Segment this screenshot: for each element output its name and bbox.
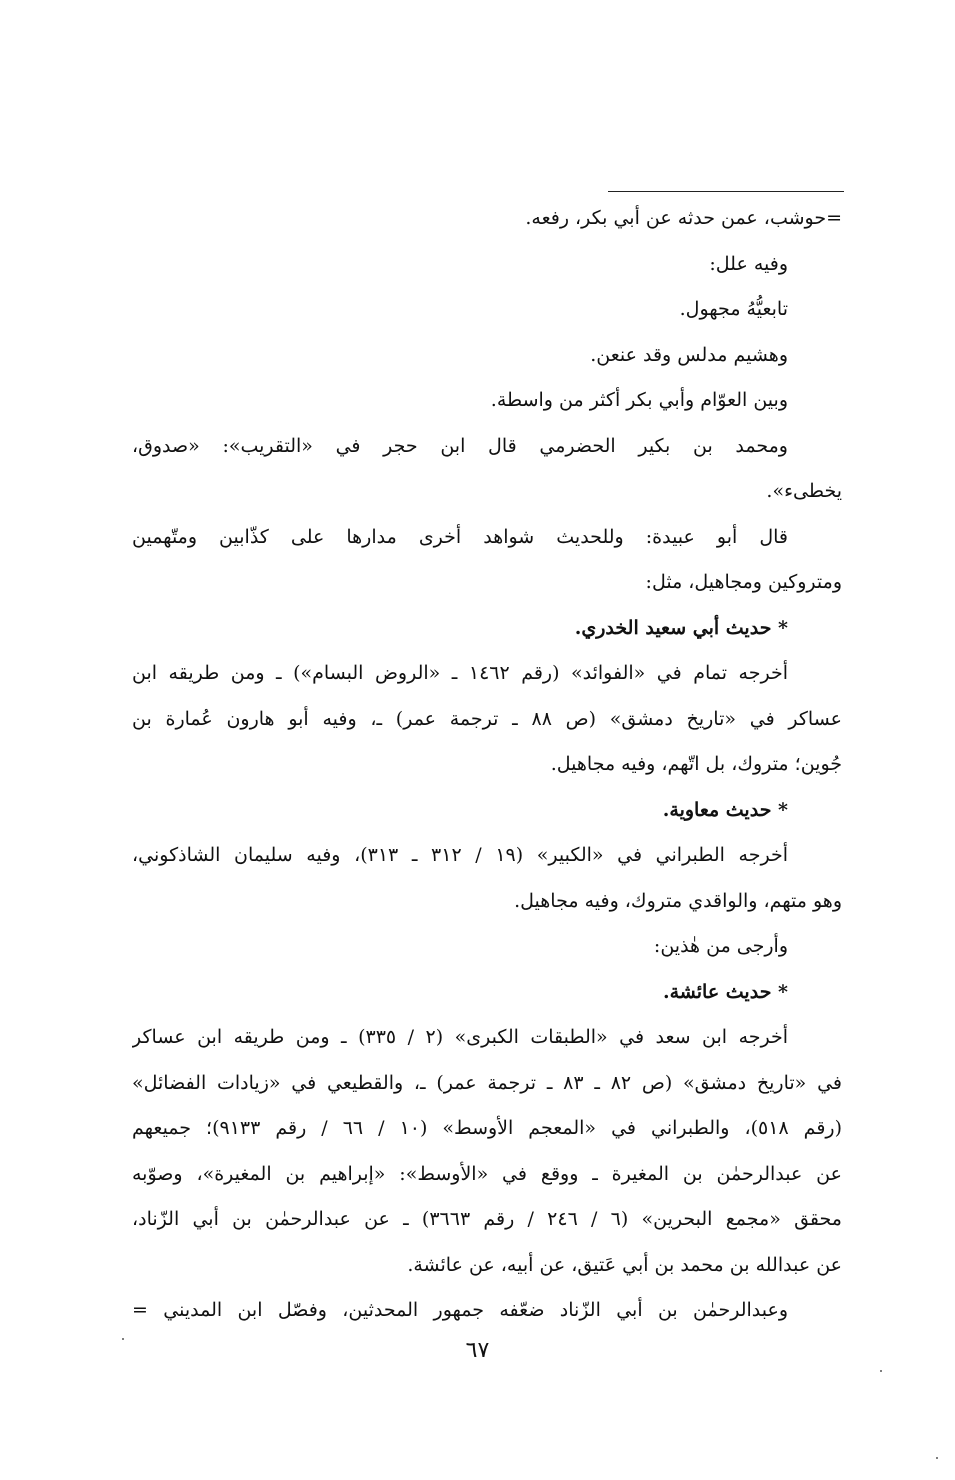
section-heading: * حديث معاوية. <box>662 798 788 821</box>
text-line: =حوشب، عمن حدثه عن أبي بكر، رفعه. <box>525 207 842 229</box>
text-line: أخرجه تمام في «الفوائد» (رقم ١٤٦٢ ـ «الروض البسام») ـ ومن طريقه ابن <box>132 662 788 684</box>
text-line: قال أبو عبيدة: وللحديث شواهد أخرى مدارها على كذّابين ومتّهمين <box>132 525 788 548</box>
footnote-text-block <box>132 196 842 1334</box>
text-line: وهشيم مدلس وقد عنعن. <box>590 343 788 366</box>
scan-speck <box>122 1338 124 1340</box>
text-line: جُوين؛ متروك، بل اتّهم، وفيه مجاهيل. <box>550 753 842 775</box>
text-line: ومحمد بن بكير الحضرمي قال ابن حجر في «التقريب»: «صدوق، <box>132 434 788 457</box>
text-line: وعبدالرحمٰن بن أبي الزّناد ضعّفه جمهور المحدثين، وفصّل ابن المديني = <box>132 1299 788 1321</box>
page-number: ٦٧ <box>465 1338 490 1363</box>
text-line: عساكر في «تاريخ دمشق» (ص ٨٨ ـ ترجمة عمر) ـ، وفيه أبو هارون عُمارة بن <box>132 707 842 730</box>
text-line: في «تاريخ دمشق» (ص ٨٢ ـ ٨٣ ـ ترجمة عمر) ـ، والقطيعي في «زيادات الفضائل» <box>132 1071 842 1094</box>
text-line: وفيه علل: <box>709 252 788 275</box>
section-heading: * حديث أبي سعيد الخدري. <box>574 616 788 639</box>
text-line: أخرجه ابن سعد في «الطبقات الكبرى» (٢ / ٣٣٥) ـ ومن طريقه ابن عساكر <box>132 1026 789 1048</box>
text-line: ومتروكين ومجاهيل، مثل: <box>645 571 842 593</box>
text-line: يخطىء». <box>766 480 842 502</box>
text-line: محقق «مجمع البحرين» (٦ / ٢٤٦ / رقم ٣٦٦٣) ـ عن عبدالرحمٰن بن أبي الزّناد، <box>132 1208 842 1230</box>
text-line: وأرجى من هٰذين: <box>653 935 788 957</box>
text-line: وهو متهم، والواقدي متروك، وفيه مجاهيل. <box>514 889 842 912</box>
text-line: عن عبدالله بن محمد بن أبي عَتيق، عن أبيه، عن عائشة. <box>407 1253 842 1276</box>
text-line: (رقم ٥١٨)، والطبراني في «المعجم الأوسط» (١٠ / ٦٦ / رقم ٩١٣٣)؛ جميعهم <box>132 1117 842 1139</box>
text-line: أخرجه الطبراني في «الكبير» (١٩ / ٣١٢ ـ ٣١٣)، وفيه سليمان الشاذكوني، <box>132 844 788 866</box>
text-line: عن عبدالرحمٰن بن المغيرة ـ ووقع في «الأوسط»: «إبراهيم بن المغيرة»، وصوّبه <box>132 1162 842 1185</box>
section-heading: * حديث عائشة. <box>663 980 788 1003</box>
scan-speck <box>936 1457 938 1459</box>
text-line: وبين العوّام وأبي بكر أكثر من واسطة. <box>490 389 788 411</box>
text-line: تابعيُّهُ مجهول. <box>679 298 788 320</box>
scan-speck <box>880 1370 882 1372</box>
footnote-separator-rule <box>608 191 844 192</box>
